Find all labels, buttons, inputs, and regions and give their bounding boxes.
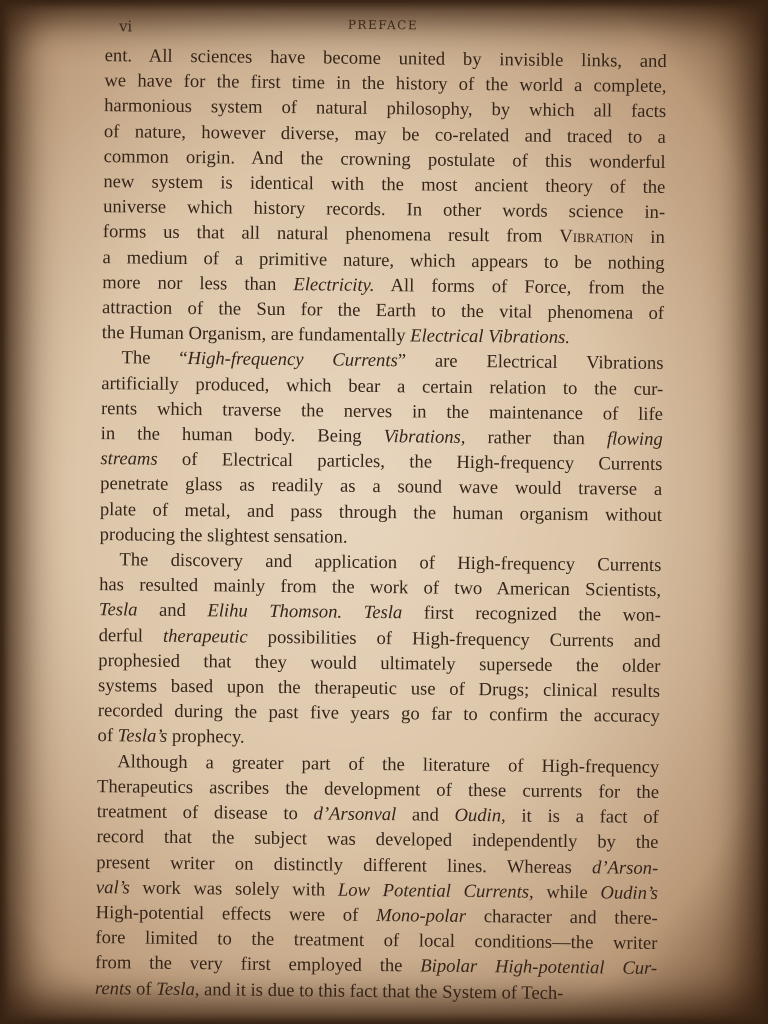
text-run: character and there- (465, 905, 658, 929)
text-run: penetrate glass as readily as a sound wave would traverse a (100, 473, 663, 501)
text-run: Low Potential Currents, (337, 879, 534, 903)
text-run: more nor less than (102, 271, 294, 295)
text-run: The “ (121, 347, 188, 370)
text-run: and it is due to this fact that the System of Tech- (199, 978, 564, 1004)
page-number: vi (118, 17, 133, 36)
text-run: Bipolar High-potential Cur- (420, 955, 658, 980)
text-run: rents (94, 977, 132, 999)
text-run: we have for the first time in the history of the world a complete, (104, 70, 667, 98)
text-run: The discovery and application of High-frequency Currents (119, 549, 662, 577)
page-header (103, 11, 663, 41)
text-run: a medium of a primitive nature, which appears to be nothing (102, 246, 665, 274)
text-run: record that the subject was developed independently by the (96, 826, 659, 854)
text-run: it is a fact of (505, 805, 659, 829)
text-run: prophecy. (167, 726, 245, 749)
text-run: first recognized the won- (402, 602, 661, 627)
text-run: streams (100, 448, 158, 470)
text-run: Therapeutics ascribes the development of these currents for the (96, 775, 660, 803)
text-run: d’Arson- (592, 856, 659, 879)
text-run: Tesla’s (117, 725, 168, 748)
text-run: systems based upon the therapeutic use of Drugs; clinical results (97, 675, 661, 703)
text-run: prophesied that they would ultimately supersede the older (98, 649, 661, 677)
text-run: fore limited to the treatment of local conditions—the writer (95, 927, 658, 955)
text-run: attraction of the Sun for the Earth to the vital phenomena of (101, 297, 665, 325)
text-run: Tesla, (156, 978, 200, 1000)
text-run: harmonious system of natural philosophy, by which all facts (104, 95, 667, 123)
text-run: Although a greater part of the literature of High-frequency (117, 750, 660, 778)
text-run: the Human Organism, are fundamentally (101, 322, 411, 347)
book-page (13, 2, 743, 1009)
text-run: possibilities of High-frequency Currents and (247, 626, 661, 652)
text-run: derful (98, 624, 164, 647)
text-run: universe which history records. In other words science in- (103, 196, 666, 224)
text-run: has resulted mainly from the work of two American Scientists, (99, 574, 662, 602)
paragraph (102, 43, 667, 351)
text-run: of nature, however diverse, may be co-related and traced to a (103, 120, 666, 148)
text-run: d’Arsonval (313, 803, 397, 826)
text-run: forms us that all natural phenomena result from (102, 221, 560, 248)
text-run: High-frequency Currents (187, 348, 398, 372)
text-run: and (396, 804, 455, 826)
text-run: therapeutic (162, 625, 248, 648)
text-run: new system is identical with the most ancient theory of the (103, 171, 666, 199)
text-run: Electricity. (293, 273, 375, 296)
text-run: and (137, 599, 208, 622)
text-run: val’s (95, 876, 130, 899)
text-run: of Electrical particles, the High-frequency Currents (157, 448, 663, 476)
text-run: treatment of disease to (96, 801, 314, 825)
text-run: rents which traverse the nerves in the maintenance of life (100, 397, 664, 425)
text-run: of (97, 725, 118, 747)
text-run: Electrical Vibrations. (410, 325, 571, 349)
text-run: rather than (465, 426, 608, 450)
text-run: in the human body. Being (100, 423, 384, 448)
text-run: High-potential effects were of (95, 901, 377, 926)
paragraph (95, 749, 660, 1007)
paragraph (100, 346, 664, 553)
running-head: PREFACE (347, 17, 419, 33)
paragraph (97, 547, 661, 754)
text-run: present writer on distinctly different lines. Whereas (96, 851, 593, 878)
text-run: ent. All sciences have become united by invisible links, and (104, 45, 667, 72)
text-run: ” are Electrical Vibrations (397, 350, 664, 375)
text-run: Oudin’s (600, 882, 659, 904)
text-run: Vibration (559, 226, 634, 249)
text-run (342, 602, 364, 623)
text-run: Tesla (363, 602, 403, 624)
text-run: Oudin, (454, 804, 506, 827)
text-run: from the very first employed the (95, 952, 421, 977)
text-run: flowing (606, 428, 663, 451)
text-run: work was solely with (129, 877, 339, 901)
text-run: recorded during the past five years go far to confirm the accuracy (97, 700, 660, 728)
text-run: Vibrations, (383, 426, 466, 448)
text-run: in (633, 227, 665, 249)
text-run: Mono-polar (376, 904, 467, 927)
text-run: while (533, 881, 601, 904)
text-run: All forms of Force, from the (374, 274, 665, 299)
text-run: of (131, 977, 157, 1000)
text-run: Tesla (98, 599, 138, 621)
text-run: artificially produced, which bear a certain relation to the cur- (101, 372, 664, 400)
text-run: plate of metal, and pass through the human organism without (99, 498, 663, 526)
body-text (95, 43, 667, 1007)
text-run: producing the slightest sensation. (99, 523, 348, 548)
text-run: common origin. And the crowning postulate of this wonderful (103, 145, 666, 173)
text-run: Elihu Thomson. (207, 600, 343, 624)
